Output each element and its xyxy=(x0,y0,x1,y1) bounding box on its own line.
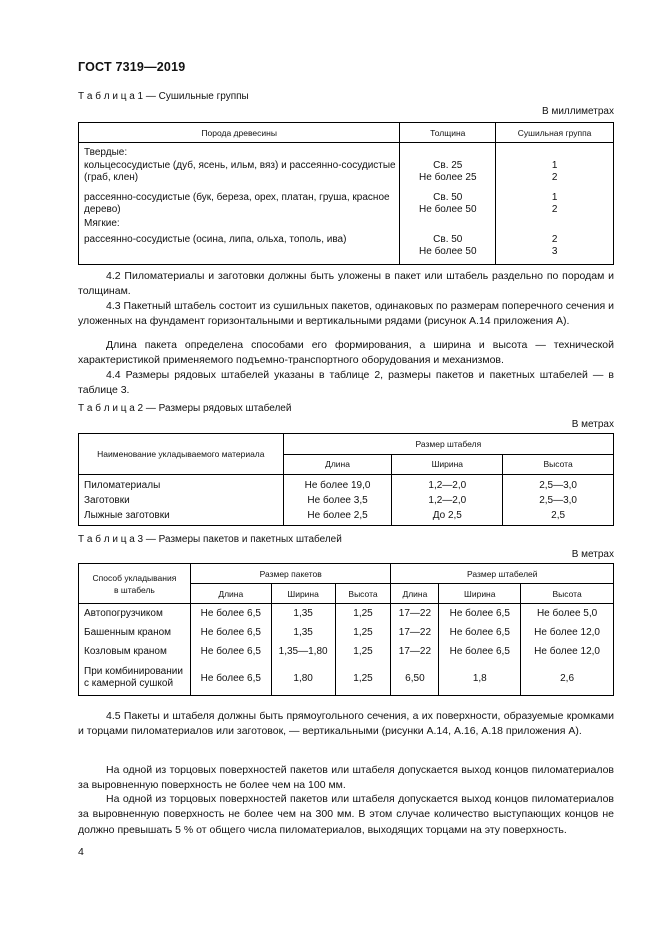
packet-length: Не более 6,5 xyxy=(190,604,271,624)
width-value: 1,2—2,0 xyxy=(392,475,503,494)
group-label-hard: Твердые: xyxy=(79,143,400,161)
thickness-value: Св. 50 xyxy=(433,234,463,245)
table-row xyxy=(79,642,614,661)
width-value: До 2,5 xyxy=(392,508,503,526)
group-label-soft: Мягкие: xyxy=(79,218,400,234)
table-row xyxy=(79,508,614,526)
header-stack-height: Высота xyxy=(521,584,614,604)
paragraph-4-3-continued: Длина пакета определена способами его формирования, а ширина и высота — технической характеристикой применяемого подъемно-транспортного оборудования и механизмов. xyxy=(78,339,614,367)
packet-height: 1,25 xyxy=(335,623,391,642)
table-row xyxy=(79,143,614,161)
paragraph-4-3: 4.3 Пакетный штабель состоит из сушильных пакетов, одинаковых по размерам поперечного сечения и уложенных на фундамент горизонтальными и вертикальными рядами (рисунок А.14 приложения А). xyxy=(78,300,614,328)
table-row xyxy=(79,192,614,218)
length-value: Не более 3,5 xyxy=(283,493,392,508)
stack-length: 6,50 xyxy=(391,661,439,696)
header-packet-width: Ширина xyxy=(271,584,335,604)
width-value: 1,2—2,0 xyxy=(392,493,503,508)
header-stack-length: Длина xyxy=(391,584,439,604)
table3-caption: Т а б л и ц а 3 — Размеры пакетов и пакетных штабелей xyxy=(78,534,342,545)
table-header-row xyxy=(79,564,614,584)
group-value: 1 xyxy=(551,160,558,171)
height-value: 2,5—3,0 xyxy=(503,493,614,508)
packet-width: 1,80 xyxy=(271,661,335,696)
header-packet-height: Высота xyxy=(335,584,391,604)
thickness-value: Не более 50 xyxy=(419,246,477,257)
table1-drying-groups xyxy=(78,122,614,265)
stack-height: Не более 5,0 xyxy=(521,604,614,624)
height-value: 2,5 xyxy=(503,508,614,526)
table-row xyxy=(79,661,614,696)
method-name: Автопогрузчиком xyxy=(79,604,191,624)
packet-width: 1,35—1,80 xyxy=(271,642,335,661)
table-row xyxy=(79,493,614,508)
stack-height: Не более 12,0 xyxy=(521,623,614,642)
table3-units: В метрах xyxy=(571,549,614,560)
table1-caption: Т а б л и ц а 1 — Сушильные группы xyxy=(78,91,249,102)
header-stack-size: Размер штабелей xyxy=(391,564,614,584)
method-line: При комбинировании xyxy=(84,666,183,677)
wood-line: дерево) xyxy=(84,204,121,215)
group-value: 2 xyxy=(551,204,558,215)
header-packet-size: Размер пакетов xyxy=(190,564,391,584)
thickness-value: Не более 25 xyxy=(419,172,477,183)
wood-line: кольцесосудистые (дуб, ясень, ильм, вяз) и рассеянно-сосудистые xyxy=(84,160,396,171)
table3-packet-sizes xyxy=(78,563,614,696)
header-wood: Порода древесины xyxy=(79,123,400,143)
group-value: 2 xyxy=(551,172,558,183)
material-name: Пиломатериалы xyxy=(79,475,284,494)
table-row xyxy=(79,234,614,265)
method-name: Башенным краном xyxy=(79,623,191,642)
table1-units: В миллиметрах xyxy=(542,106,614,117)
header-material: Наименование укладываемого материала xyxy=(79,434,284,475)
header-height: Высота xyxy=(503,454,614,475)
thickness-value: Не более 50 xyxy=(419,204,477,215)
table2-stack-sizes xyxy=(78,433,614,526)
document-code: ГОСТ 7319—2019 xyxy=(78,60,186,74)
table-header-row xyxy=(79,123,614,143)
stack-width: Не более 6,5 xyxy=(439,604,521,624)
paragraph-4-5: 4.5 Пакеты и штабеля должны быть прямоугольного сечения, а их поверхности, образуемые кромками и торцами пиломатериалов или заготовок, — вертикальными (рисунки А.14, А.16, А.18 приложения А). xyxy=(78,710,614,738)
packet-height: 1,25 xyxy=(335,604,391,624)
table2-units: В метрах xyxy=(571,419,614,430)
header-method-line: в штабель xyxy=(114,584,155,595)
table-header-row xyxy=(79,434,614,455)
packet-length: Не более 6,5 xyxy=(190,642,271,661)
stack-width: Не более 6,5 xyxy=(439,623,521,642)
stack-width: 1,8 xyxy=(439,661,521,696)
header-stack-size: Размер штабеля xyxy=(283,434,613,455)
paragraph-4-5-continued: На одной из торцовых поверхностей пакетов или штабеля допускается выход концов пиломатериалов за выровненную поверхность не более чем на 100 мм. xyxy=(78,764,614,792)
method-name: Козловым краном xyxy=(79,642,191,661)
group-value: 2 xyxy=(551,234,558,245)
packet-length: Не более 6,5 xyxy=(190,623,271,642)
header-stack-width: Ширина xyxy=(439,584,521,604)
table-row xyxy=(79,604,614,624)
material-name: Лыжные заготовки xyxy=(79,508,284,526)
table-row xyxy=(79,160,614,192)
group-value: 3 xyxy=(551,246,558,257)
wood-line: рассеянно-сосудистые (бук, береза, орех, платан, груша, красное xyxy=(84,192,390,203)
group-value: 1 xyxy=(551,192,558,203)
stack-width: Не более 6,5 xyxy=(439,642,521,661)
paragraph-4-4: 4.4 Размеры рядовых штабелей указаны в таблице 2, размеры пакетов и пакетных штабелей — в таблице 3. xyxy=(78,369,614,397)
wood-line: рассеянно-сосудистые (осина, липа, ольха, тополь, ива) xyxy=(84,234,347,245)
wood-line: (граб, клен) xyxy=(84,172,139,183)
packet-height: 1,25 xyxy=(335,642,391,661)
packet-length: Не более 6,5 xyxy=(190,661,271,696)
table-row xyxy=(79,475,614,494)
table2-caption: Т а б л и ц а 2 — Размеры рядовых штабелей xyxy=(78,403,292,414)
stack-height: Не более 12,0 xyxy=(521,642,614,661)
stack-length: 17—22 xyxy=(391,642,439,661)
height-value: 2,5—3,0 xyxy=(503,475,614,494)
stack-length: 17—22 xyxy=(391,604,439,624)
table-row xyxy=(79,623,614,642)
page-number: 4 xyxy=(78,846,84,858)
header-drying-group: Сушильная группа xyxy=(496,123,614,143)
paragraph-4-2: 4.2 Пиломатериалы и заготовки должны быть уложены в пакет или штабель раздельно по породам и толщинам. xyxy=(78,270,614,298)
packet-height: 1,25 xyxy=(335,661,391,696)
thickness-value: Св. 25 xyxy=(433,160,463,171)
packet-width: 1,35 xyxy=(271,604,335,624)
header-thickness: Толщина xyxy=(400,123,496,143)
stack-length: 17—22 xyxy=(391,623,439,642)
method-line: с камерной сушкой xyxy=(84,678,174,689)
paragraph-4-5-exception: На одной из торцовых поверхностей пакетов или штабеля допускается выход концов пиломатериалов за выровненную поверхность не более чем на 300 мм. В этом случае количество выступающих концов не должно превышать 5 % от общего числа пиломатериалов, выходящих торцами на эту поверхность. xyxy=(78,793,614,836)
length-value: Не более 19,0 xyxy=(283,475,392,494)
packet-width: 1,35 xyxy=(271,623,335,642)
thickness-value: Св. 50 xyxy=(433,192,463,203)
header-packet-length: Длина xyxy=(190,584,271,604)
header-length: Длина xyxy=(283,454,392,475)
length-value: Не более 2,5 xyxy=(283,508,392,526)
header-method-line: Способ укладывания xyxy=(92,572,177,583)
material-name: Заготовки xyxy=(79,493,284,508)
table-row xyxy=(79,218,614,234)
header-width: Ширина xyxy=(392,454,503,475)
stack-height: 2,6 xyxy=(521,661,614,696)
